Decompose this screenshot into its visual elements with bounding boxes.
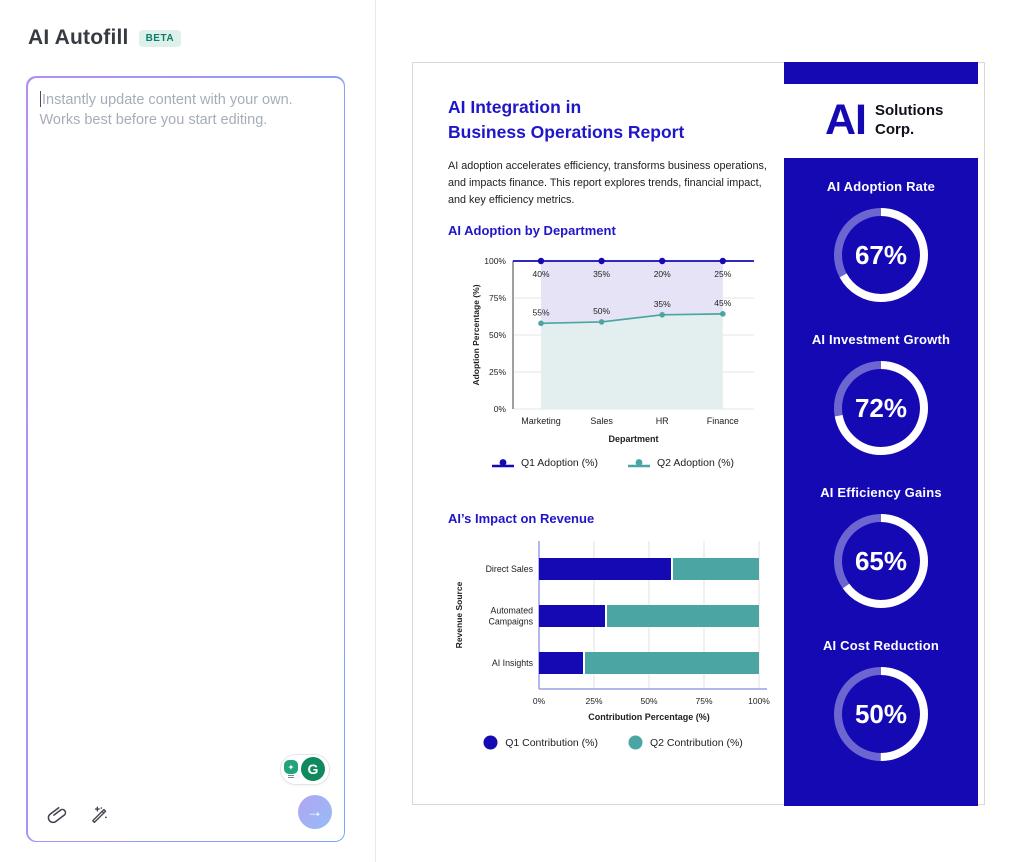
q1-series-icon <box>492 458 514 469</box>
autofill-placeholder <box>40 90 330 130</box>
stat-label: AI Adoption Rate <box>826 179 936 194</box>
svg-text:75%: 75% <box>695 696 713 706</box>
svg-text:100%: 100% <box>748 696 770 706</box>
svg-text:55%: 55% <box>532 307 550 318</box>
logo-text: AI <box>825 96 866 144</box>
svg-text:Contribution Percentage (%): Contribution Percentage (%) <box>588 712 710 722</box>
title-line: AI Integration in <box>448 97 582 117</box>
legend-item-q1-contribution <box>483 735 598 750</box>
ai-autofill-panel <box>0 0 376 862</box>
document-page[interactable] <box>412 62 985 805</box>
attach-file-button[interactable] <box>44 803 70 829</box>
revenue-bar-chart[interactable] <box>448 533 778 725</box>
svg-text:35%: 35% <box>593 269 611 279</box>
svg-text:75%: 75% <box>488 293 506 303</box>
legend-item-q1-adoption <box>492 457 598 469</box>
stat-label: AI Investment Growth <box>811 332 951 347</box>
document-title[interactable] <box>448 95 684 144</box>
legend-item-q2-contribution <box>628 735 743 750</box>
stat-label: AI Efficiency Gains <box>820 485 942 500</box>
svg-text:Department: Department <box>608 434 659 444</box>
send-arrow-icon: → <box>306 801 323 821</box>
legend-item-q2-adoption <box>628 457 734 469</box>
stat-efficiency-gains[interactable] <box>820 485 942 638</box>
stat-value: 67% <box>854 239 908 270</box>
document-intro[interactable]: AI adoption accelerates efficiency, transforms business operations, and impacts finance. This report explores trends, financial impact, and key efficiency metrics. <box>448 160 767 207</box>
magic-wand-icon <box>88 805 110 827</box>
placeholder-line: Instantly update content with your own. <box>42 91 293 108</box>
autofill-input-inner[interactable] <box>28 78 344 841</box>
company-logo[interactable] <box>825 96 944 144</box>
line-chart-legend <box>448 457 778 469</box>
svg-text:25%: 25% <box>585 696 603 706</box>
company-name-line: Corp. <box>875 120 915 138</box>
svg-text:Automated: Automated <box>490 605 533 616</box>
beta-badge: BETA <box>139 30 181 47</box>
q1-series-icon <box>483 735 498 750</box>
title-line: Business Operations Report <box>448 121 685 142</box>
svg-text:0%: 0% <box>493 404 506 414</box>
svg-text:0%: 0% <box>532 696 546 706</box>
placeholder-line: Works best before you start editing. <box>39 111 268 128</box>
autofill-input[interactable] <box>26 76 345 842</box>
svg-text:45%: 45% <box>714 297 732 308</box>
q2-series-icon <box>628 458 650 469</box>
paperclip-icon <box>46 805 68 827</box>
section-heading-revenue[interactable]: AI’s Impact on Revenue <box>448 511 595 526</box>
stat-value: 65% <box>854 545 908 576</box>
section-heading-adoption[interactable]: AI Adoption by Department <box>448 223 616 238</box>
stat-adoption-rate[interactable] <box>827 179 935 332</box>
grammarly-logo-icon: G <box>301 757 325 781</box>
svg-text:100%: 100% <box>484 256 506 266</box>
legend-label: Q2 Contribution (%) <box>650 736 743 749</box>
svg-text:Revenue Source: Revenue Source <box>454 581 464 649</box>
svg-text:25%: 25% <box>488 367 506 377</box>
design-canvas[interactable] <box>377 0 1024 862</box>
svg-text:25%: 25% <box>714 269 732 279</box>
svg-text:20%: 20% <box>653 269 671 279</box>
svg-text:Campaigns: Campaigns <box>488 616 533 627</box>
svg-text:Marketing: Marketing <box>521 416 561 426</box>
q2-series-icon <box>628 735 643 750</box>
send-button[interactable] <box>298 795 332 829</box>
stat-investment-growth[interactable] <box>812 332 950 485</box>
svg-text:35%: 35% <box>653 298 671 309</box>
stat-label: AI Cost Reduction <box>822 638 940 653</box>
svg-text:Direct Sales: Direct Sales <box>485 564 533 574</box>
company-name-line: Solutions <box>875 101 944 119</box>
legend-label: Q2 Adoption (%) <box>657 457 735 469</box>
text-cursor <box>40 91 42 107</box>
magic-wand-button[interactable] <box>86 803 112 829</box>
svg-text:40%: 40% <box>532 269 550 279</box>
svg-text:Adoption Percentage (%): Adoption Percentage (%) <box>471 284 481 386</box>
panel-header <box>28 26 181 50</box>
svg-text:Sales: Sales <box>590 416 613 426</box>
svg-text:50%: 50% <box>640 696 658 706</box>
svg-text:50%: 50% <box>488 330 506 340</box>
svg-text:HR: HR <box>655 416 669 426</box>
lightbulb-icon: ✦ <box>284 758 299 780</box>
svg-text:AI Insights: AI Insights <box>491 658 533 668</box>
legend-label: Q1 Adoption (%) <box>520 457 598 469</box>
svg-text:50%: 50% <box>593 305 611 316</box>
stat-value: 72% <box>854 392 907 423</box>
stat-value: 50% <box>854 698 907 729</box>
stats-sidebar[interactable] <box>784 158 978 806</box>
bar-chart-legend <box>448 735 778 750</box>
stat-cost-reduction[interactable] <box>823 638 939 791</box>
legend-label: Q1 Contribution (%) <box>505 736 598 749</box>
input-toolbar <box>44 803 112 829</box>
panel-title: AI Autofill <box>28 26 129 49</box>
header-accent-bar[interactable] <box>784 62 978 84</box>
adoption-area-chart[interactable] <box>448 247 778 449</box>
grammarly-widget[interactable] <box>280 754 330 785</box>
company-name <box>875 102 943 140</box>
svg-text:Finance: Finance <box>706 416 739 426</box>
